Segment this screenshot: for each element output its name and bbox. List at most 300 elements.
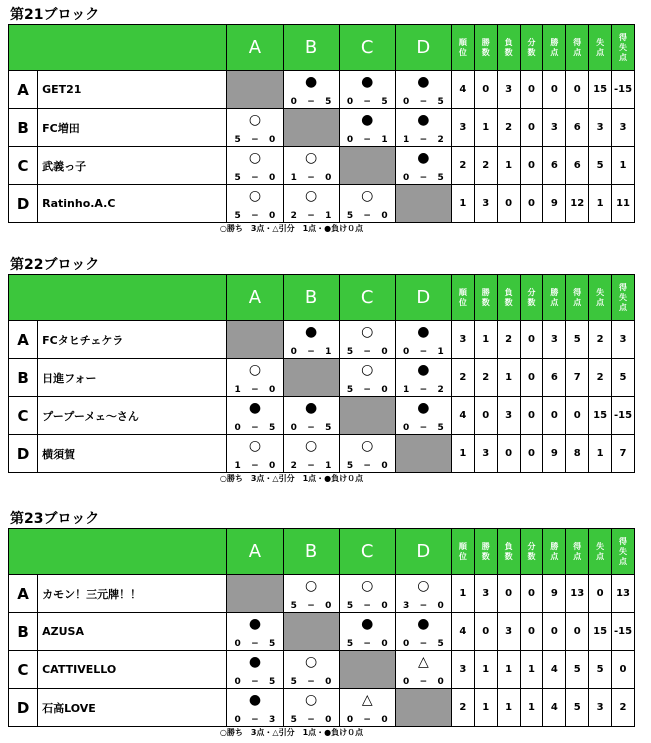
- stat-value: 0: [520, 185, 543, 223]
- stat-value: 0: [520, 359, 543, 397]
- stat-header-char: 点: [596, 551, 605, 561]
- stat-header-char: 点: [573, 551, 582, 561]
- score-separator: −: [251, 715, 259, 725]
- stat-value: 3: [612, 321, 635, 359]
- loss-mark-icon: ●: [304, 74, 318, 90]
- match-result-cell: [227, 359, 283, 397]
- score-value: 0: [269, 173, 276, 183]
- stat-value: 1: [520, 651, 543, 689]
- match-score: [342, 135, 393, 145]
- win-mark-icon: ○: [304, 438, 318, 454]
- stat-header-char: 分: [527, 541, 536, 551]
- score-separator: −: [419, 173, 428, 183]
- score-value: 0: [234, 423, 241, 433]
- score-separator: −: [251, 677, 259, 687]
- stat-value: 0: [543, 613, 566, 651]
- score-separator: −: [251, 135, 259, 145]
- team-name: プープーメェ～さん: [38, 397, 227, 435]
- block-title: 第22ブロック: [10, 257, 100, 273]
- block-title: 第23ブロック: [10, 511, 100, 527]
- match-result-cell: [283, 397, 339, 435]
- match-result-cell: [395, 359, 451, 397]
- stat-header: [543, 25, 566, 71]
- stat-header-char: 点: [573, 297, 582, 307]
- row-letter: A: [9, 575, 38, 613]
- stat-header-char: 勝: [550, 37, 559, 47]
- stat-value: 2: [589, 359, 612, 397]
- result-legend: ○勝ち 3点・△引分 1点・●負け０点: [219, 474, 364, 483]
- stat-value: 2: [474, 359, 497, 397]
- score-value: 5: [437, 97, 444, 107]
- header-row: [9, 25, 635, 71]
- stat-value: 3: [451, 321, 474, 359]
- score-separator: −: [419, 677, 428, 687]
- score-value: 0: [402, 677, 410, 687]
- stat-value: 1: [451, 575, 474, 613]
- stat-header: [497, 529, 520, 575]
- self-match-cell: [283, 359, 339, 397]
- stat-header: [612, 275, 635, 321]
- stat-header-char: 失: [596, 37, 605, 47]
- header-blank: [9, 275, 227, 321]
- stat-header-char: 数: [481, 297, 490, 307]
- stat-header-char: 分: [527, 287, 536, 297]
- stat-value: 2: [497, 109, 520, 147]
- column-header-a: A: [227, 529, 283, 575]
- stat-value: 0: [497, 575, 520, 613]
- stat-header-char: 勝: [550, 541, 559, 551]
- loss-mark-icon: ●: [248, 654, 262, 670]
- stat-value: 0: [520, 435, 543, 473]
- stat-header-char: 勝: [481, 37, 490, 47]
- match-result-cell: [395, 321, 451, 359]
- score-value: 1: [290, 173, 297, 183]
- score-value: 0: [234, 715, 241, 725]
- score-value: 0: [325, 173, 332, 183]
- score-value: 5: [234, 135, 241, 145]
- score-value: 0: [325, 677, 332, 687]
- stat-value: 4: [543, 689, 566, 727]
- match-score: [286, 97, 337, 107]
- table-row: [9, 321, 635, 359]
- score-value: 0: [381, 601, 388, 611]
- match-result-cell: [227, 185, 283, 223]
- stat-header: [612, 25, 635, 71]
- stat-header: [474, 25, 497, 71]
- match-score: [229, 211, 280, 221]
- stat-header: [451, 275, 474, 321]
- self-match-cell: [339, 651, 395, 689]
- stat-header-char: 数: [527, 551, 536, 561]
- team-name: FCタヒチェケラ: [38, 321, 227, 359]
- stat-header: [520, 25, 543, 71]
- table-row: [9, 109, 635, 147]
- stat-value: 3: [543, 321, 566, 359]
- score-value: 5: [346, 639, 354, 649]
- score-value: 2: [437, 385, 444, 395]
- stat-value: 1: [474, 109, 497, 147]
- stat-value: 12: [566, 185, 589, 223]
- win-mark-icon: ○: [248, 188, 262, 204]
- match-result-cell: [227, 651, 283, 689]
- stat-value: 2: [474, 147, 497, 185]
- stat-header-char: 点: [550, 551, 559, 561]
- score-separator: −: [363, 715, 371, 725]
- loss-mark-icon: ●: [417, 362, 430, 378]
- win-mark-icon: ○: [417, 578, 430, 594]
- score-value: 0: [269, 385, 276, 395]
- match-score: [229, 173, 280, 183]
- stat-header-char: 位: [458, 297, 467, 307]
- win-mark-icon: ○: [248, 438, 262, 454]
- header-blank: [9, 25, 227, 71]
- stat-header-char: 得: [573, 287, 582, 297]
- match-result-cell: [227, 613, 283, 651]
- stat-value: 3: [474, 185, 497, 223]
- match-result-cell: [283, 71, 339, 109]
- loss-mark-icon: ●: [304, 400, 318, 416]
- stat-value: 15: [589, 613, 612, 651]
- stat-header-char: 位: [458, 551, 467, 561]
- score-separator: −: [419, 135, 428, 145]
- stat-value: 0: [520, 321, 543, 359]
- stat-value: -15: [612, 613, 635, 651]
- stat-value: 0: [566, 397, 589, 435]
- column-header-b: B: [283, 275, 339, 321]
- score-value: 1: [234, 385, 241, 395]
- match-score: [286, 461, 337, 471]
- row-letter: B: [9, 613, 38, 651]
- stat-header-char: 勝: [550, 287, 559, 297]
- stat-header-char: 得: [619, 32, 628, 42]
- table-row: [9, 397, 635, 435]
- stat-header: [566, 25, 589, 71]
- stat-value: 11: [612, 185, 635, 223]
- stat-header-char: 数: [504, 47, 513, 57]
- stat-value: 5: [612, 359, 635, 397]
- stat-value: 2: [451, 689, 474, 727]
- score-value: 1: [325, 347, 332, 357]
- team-name: 日進フォー: [38, 359, 227, 397]
- score-value: 3: [269, 715, 276, 725]
- stat-header-char: 点: [619, 302, 628, 312]
- score-separator: −: [307, 173, 315, 183]
- stat-value: 5: [589, 147, 612, 185]
- stat-header-char: 数: [504, 551, 513, 561]
- win-mark-icon: ○: [248, 150, 262, 166]
- column-header-a: A: [227, 25, 283, 71]
- score-value: 0: [381, 461, 388, 471]
- stat-value: 0: [520, 575, 543, 613]
- score-value: 0: [381, 211, 388, 221]
- stat-value: 7: [612, 435, 635, 473]
- stat-value: 5: [566, 689, 589, 727]
- column-header-c: C: [339, 25, 395, 71]
- match-result-cell: [339, 575, 395, 613]
- self-match-cell: [227, 71, 283, 109]
- score-value: 2: [290, 211, 297, 221]
- score-value: 5: [269, 423, 276, 433]
- standings-table: [8, 274, 635, 473]
- standings-table: [8, 528, 635, 727]
- score-separator: −: [419, 423, 428, 433]
- stat-header-char: 数: [481, 47, 490, 57]
- self-match-cell: [283, 613, 339, 651]
- score-value: 1: [234, 461, 241, 471]
- match-score: [342, 601, 393, 611]
- score-value: 1: [325, 461, 332, 471]
- stat-header-char: 点: [550, 47, 559, 57]
- stat-value: 15: [589, 397, 612, 435]
- match-score: [398, 639, 449, 649]
- match-score: [342, 461, 393, 471]
- score-separator: −: [307, 211, 315, 221]
- match-result-cell: [283, 321, 339, 359]
- match-result-cell: [227, 397, 283, 435]
- stat-header: [451, 25, 474, 71]
- match-score: [398, 677, 449, 687]
- team-name: CATTIVELLO: [38, 651, 227, 689]
- score-separator: −: [251, 385, 259, 395]
- score-value: 0: [381, 639, 388, 649]
- header-row: [9, 529, 635, 575]
- team-name: 横須賀: [38, 435, 227, 473]
- win-mark-icon: ○: [304, 654, 318, 670]
- stat-value: 1: [497, 689, 520, 727]
- row-letter: D: [9, 689, 38, 727]
- stat-value: 3: [451, 109, 474, 147]
- loss-mark-icon: ●: [417, 112, 430, 128]
- match-score: [398, 97, 449, 107]
- score-value: 0: [269, 211, 276, 221]
- draw-mark-icon: △: [417, 654, 429, 670]
- match-result-cell: [283, 185, 339, 223]
- stat-header-char: 得: [573, 37, 582, 47]
- win-mark-icon: ○: [361, 362, 374, 378]
- loss-mark-icon: ●: [248, 616, 262, 632]
- score-separator: −: [363, 385, 371, 395]
- stat-header: [589, 25, 612, 71]
- score-separator: −: [363, 347, 371, 357]
- match-result-cell: [395, 575, 451, 613]
- score-value: 0: [234, 677, 241, 687]
- score-value: 5: [234, 211, 241, 221]
- block-3: [8, 510, 635, 739]
- match-score: [398, 135, 449, 145]
- score-value: 5: [325, 423, 332, 433]
- team-name: 石高LOVE: [38, 689, 227, 727]
- stat-header-char: 数: [504, 297, 513, 307]
- header-blank: [9, 529, 227, 575]
- score-separator: −: [363, 639, 371, 649]
- score-separator: −: [363, 211, 371, 221]
- stat-value: 1: [497, 359, 520, 397]
- score-value: 1: [437, 347, 444, 357]
- match-result-cell: [339, 71, 395, 109]
- stat-value: 0: [474, 397, 497, 435]
- match-result-cell: [339, 613, 395, 651]
- stat-value: 3: [474, 435, 497, 473]
- stat-value: 13: [612, 575, 635, 613]
- match-score: [342, 347, 393, 357]
- stat-value: 3: [451, 651, 474, 689]
- stat-value: 3: [497, 71, 520, 109]
- stat-header-char: 点: [550, 297, 559, 307]
- match-result-cell: [339, 109, 395, 147]
- stat-header-char: 勝: [481, 287, 490, 297]
- stat-value: 0: [543, 71, 566, 109]
- loss-mark-icon: ●: [361, 74, 374, 90]
- score-value: 5: [346, 601, 354, 611]
- match-result-cell: [283, 435, 339, 473]
- stat-header-char: 勝: [481, 541, 490, 551]
- score-value: 5: [437, 423, 444, 433]
- match-result-cell: [395, 109, 451, 147]
- match-score: [286, 677, 337, 687]
- table-row: [9, 185, 635, 223]
- score-separator: −: [251, 211, 259, 221]
- stat-value: 0: [566, 71, 589, 109]
- match-score: [286, 715, 337, 725]
- score-value: 5: [346, 347, 354, 357]
- match-result-cell: [283, 651, 339, 689]
- match-result-cell: [395, 397, 451, 435]
- stat-value: 2: [589, 321, 612, 359]
- stat-value: 6: [566, 147, 589, 185]
- table-row: [9, 435, 635, 473]
- stat-header: [474, 529, 497, 575]
- win-mark-icon: ○: [304, 188, 318, 204]
- match-score: [229, 423, 280, 433]
- win-mark-icon: ○: [361, 438, 374, 454]
- team-name: FC増田: [38, 109, 227, 147]
- stat-value: 0: [520, 613, 543, 651]
- stat-value: 0: [589, 575, 612, 613]
- table-row: [9, 575, 635, 613]
- self-match-cell: [395, 689, 451, 727]
- stat-header-char: 失: [619, 42, 628, 52]
- match-score: [342, 715, 393, 725]
- stat-value: 1: [474, 689, 497, 727]
- stat-value: 6: [543, 359, 566, 397]
- match-result-cell: [339, 689, 395, 727]
- row-letter: D: [9, 435, 38, 473]
- loss-mark-icon: ●: [361, 616, 374, 632]
- match-result-cell: [283, 575, 339, 613]
- stat-value: 1: [474, 651, 497, 689]
- stat-value: 1: [589, 435, 612, 473]
- match-score: [342, 385, 393, 395]
- stat-value: 3: [612, 109, 635, 147]
- match-score: [398, 347, 449, 357]
- match-result-cell: [227, 689, 283, 727]
- match-result-cell: [283, 147, 339, 185]
- score-value: 0: [234, 639, 241, 649]
- stat-value: 3: [497, 613, 520, 651]
- score-separator: −: [419, 639, 428, 649]
- score-value: 0: [381, 347, 388, 357]
- score-value: 0: [381, 715, 388, 725]
- score-separator: −: [251, 639, 259, 649]
- score-value: 0: [346, 97, 354, 107]
- match-score: [342, 639, 393, 649]
- stat-value: 0: [497, 435, 520, 473]
- win-mark-icon: ○: [304, 578, 318, 594]
- stat-value: 2: [451, 147, 474, 185]
- stat-header-char: 負: [504, 541, 513, 551]
- stat-value: 2: [497, 321, 520, 359]
- stat-header: [543, 529, 566, 575]
- stat-value: 0: [497, 185, 520, 223]
- row-letter: A: [9, 71, 38, 109]
- stat-value: 6: [543, 147, 566, 185]
- stat-value: 0: [520, 147, 543, 185]
- stat-value: 0: [520, 71, 543, 109]
- match-score: [229, 135, 280, 145]
- stat-header: [520, 529, 543, 575]
- score-value: 5: [437, 639, 444, 649]
- score-value: 1: [325, 211, 332, 221]
- stat-header: [566, 529, 589, 575]
- stat-header: [520, 275, 543, 321]
- match-score: [342, 97, 393, 107]
- score-value: 5: [269, 677, 276, 687]
- score-separator: −: [419, 385, 428, 395]
- match-result-cell: [395, 71, 451, 109]
- score-value: 0: [381, 385, 388, 395]
- row-letter: A: [9, 321, 38, 359]
- row-letter: C: [9, 397, 38, 435]
- stat-value: 0: [566, 613, 589, 651]
- result-legend: ○勝ち 3点・△引分 1点・●負け０点: [219, 224, 364, 233]
- match-result-cell: [395, 147, 451, 185]
- stat-value: 0: [612, 651, 635, 689]
- stat-header-char: 失: [619, 292, 628, 302]
- stat-header: [497, 275, 520, 321]
- stat-header: [589, 529, 612, 575]
- team-name: カモン！三元牌！！: [38, 575, 227, 613]
- table-row: [9, 689, 635, 727]
- match-result-cell: [227, 435, 283, 473]
- score-value: 0: [290, 97, 297, 107]
- stat-value: 1: [451, 435, 474, 473]
- column-header-c: C: [339, 529, 395, 575]
- score-value: 5: [290, 715, 297, 725]
- stat-value: 13: [566, 575, 589, 613]
- stat-header-char: 得: [619, 536, 628, 546]
- stat-value: 0: [474, 613, 497, 651]
- stat-header-char: 位: [458, 47, 467, 57]
- score-separator: −: [251, 461, 259, 471]
- score-separator: −: [419, 347, 428, 357]
- match-result-cell: [339, 359, 395, 397]
- stat-value: 2: [451, 359, 474, 397]
- stat-value: 8: [566, 435, 589, 473]
- score-value: 5: [234, 173, 241, 183]
- stat-header-char: 順: [458, 287, 467, 297]
- match-score: [342, 211, 393, 221]
- win-mark-icon: ○: [361, 324, 374, 340]
- stat-header-char: 分: [527, 37, 536, 47]
- loss-mark-icon: ●: [248, 692, 262, 708]
- score-value: 2: [437, 135, 444, 145]
- score-value: 0: [290, 423, 297, 433]
- stat-value: 4: [543, 651, 566, 689]
- self-match-cell: [283, 109, 339, 147]
- row-letter: D: [9, 185, 38, 223]
- table-row: [9, 71, 635, 109]
- stat-header: [612, 529, 635, 575]
